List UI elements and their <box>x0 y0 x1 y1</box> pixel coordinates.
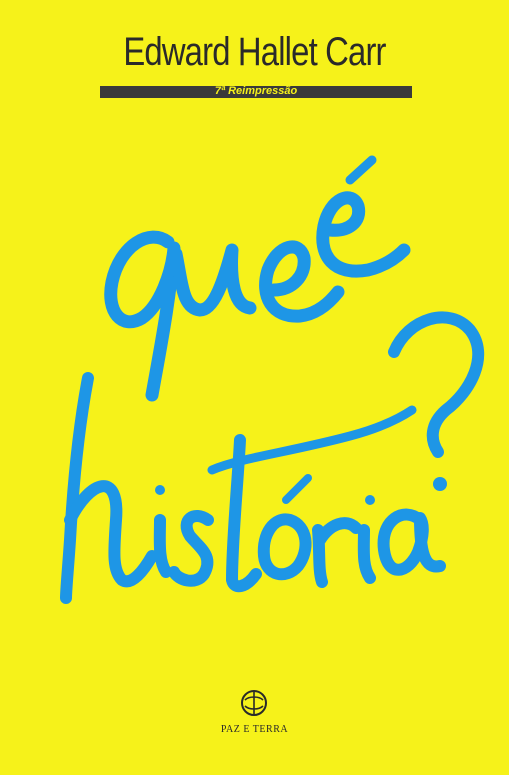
publisher-logo-icon <box>239 688 269 718</box>
author-name: Edward Hallet Carr <box>123 30 386 74</box>
edition-label: 7ª Reimpressão <box>214 85 298 97</box>
title-word-que <box>111 237 338 395</box>
title-question-mark <box>394 317 478 491</box>
title-word-historia <box>66 378 440 598</box>
publisher-name: PAZ E TERRA <box>220 724 289 735</box>
title-word-e-accent <box>323 160 404 271</box>
